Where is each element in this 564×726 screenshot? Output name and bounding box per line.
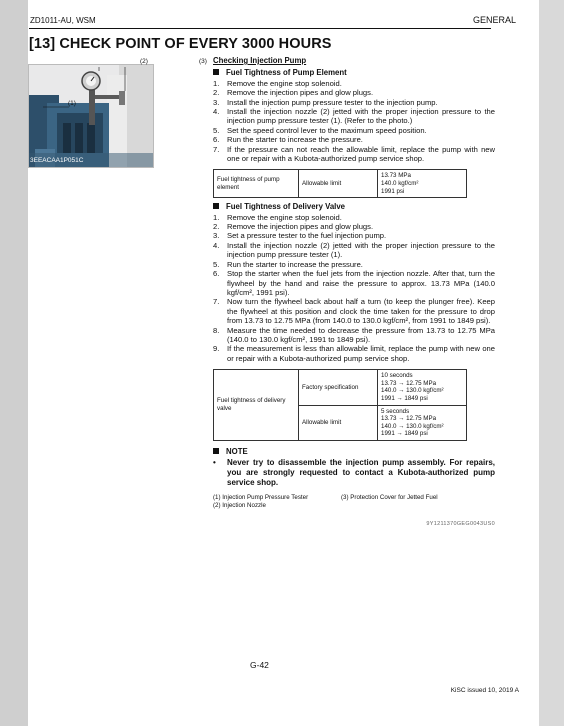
pump-element-heading: Fuel Tightness of Pump Element bbox=[213, 68, 495, 77]
header-model: ZD1011-AU, WSM bbox=[30, 16, 96, 25]
bullet-square-icon bbox=[213, 203, 219, 209]
pump-element-steps bbox=[213, 79, 495, 164]
step-item: 6. Stop the starter when the fuel jets from the injection nozzle. After that, turn the flywheel by the hand and raise the pressure to approx. 13.73 MPa (140.0 kgf/cm², 1991 psi). bbox=[213, 269, 495, 297]
spec-limit-label: Allowable limit bbox=[299, 405, 378, 440]
photo-caption: 3EEACAA1P051C bbox=[30, 157, 84, 164]
pump-element-spec-table bbox=[213, 169, 467, 198]
spec-item: Fuel tightness of pump element bbox=[214, 170, 299, 198]
section-title: Checking Injection Pump bbox=[213, 56, 307, 65]
step-item: 4. Install the injection nozzle (2) jetted with the proper injection pressure to the injection pump pressure tester (1). bbox=[213, 240, 495, 260]
spec-item: Fuel tightness of delivery valve bbox=[214, 370, 299, 441]
note-text: • Never try to disassemble the injection pump assembly. For repairs, you are strongly requested to contact a Kubota-authorized pump service shop. bbox=[213, 458, 495, 488]
photo-label-1: (1) bbox=[68, 100, 76, 107]
step-item: 9. If the measurement is less than allowable limit, replace the pump with new one or repair with a Kubota-authorized pump service shop. bbox=[213, 344, 495, 363]
photo-label-2: (2) bbox=[140, 58, 148, 65]
procedure-column bbox=[213, 56, 495, 530]
step-item: 1. Remove the engine stop solenoid. bbox=[213, 78, 342, 88]
step-item: 5. Run the starter to increase the pressure. bbox=[213, 259, 363, 269]
step-item: 6. Run the starter to increase the pressure. bbox=[213, 135, 363, 145]
step-item: 1. Remove the engine stop solenoid. bbox=[213, 212, 342, 222]
step-item: 8. Measure the time needed to decrease the pressure from 13.73 to 12.75 MPa (140.0 to 130.0 kgf/cm², 1991 to 1849 psi). bbox=[213, 325, 495, 344]
photo-label-3: (3) bbox=[199, 58, 207, 65]
delivery-valve-heading: Fuel Tightness of Delivery Valve bbox=[213, 202, 495, 211]
step-item: 7. Now turn the flywheel back about half a turn (to keep the plunger free). Keep the flywheel at this position and clock the time taken for the pressure to drop from 13.73 to 12.75 MPa (from 140.0 to 130.0 kgf/cm², from 1991 to 1849 psi). bbox=[213, 297, 495, 326]
engine-photo-illustration bbox=[29, 65, 153, 167]
step-item: 3. Install the injection pump pressure tester to the injection pump. bbox=[213, 97, 438, 107]
reference-legend bbox=[213, 494, 495, 510]
step-item: 4. Install the injection nozzle (2) jetted with the proper injection pressure to the injection pump pressure tester (1). (Refer to the photo.) bbox=[213, 107, 495, 126]
step-item: 7. If the pressure can not reach the allowable limit, replace the pump with new one or repair with a Kubota-authorized pump service shop. bbox=[213, 144, 495, 164]
page-title: [13] CHECK POINT OF EVERY 3000 HOURS bbox=[29, 36, 332, 52]
bullet-square-icon bbox=[213, 69, 219, 75]
injection-pump-photo bbox=[28, 64, 154, 168]
ref-1: (1) Injection Pump Pressure Tester bbox=[213, 494, 309, 502]
spec-factory-values: 10 seconds 13.73 → 12.75 MPa 140.0 → 130.0 kgf/cm² 1991 → 1849 psi bbox=[378, 370, 467, 405]
ref-2: (2) Injection Nozzle bbox=[213, 502, 266, 510]
delivery-valve-spec-table bbox=[213, 369, 467, 441]
viewer-scroll-gutter[interactable] bbox=[539, 0, 564, 726]
spec-limit-values: 13.73 MPa 140.0 kgf/cm² 1991 psi bbox=[378, 170, 467, 198]
page-number: G-42 bbox=[250, 660, 269, 670]
header-rule bbox=[29, 28, 491, 29]
spec-limit-label: Allowable limit bbox=[299, 170, 378, 198]
step-item: 5. Set the speed control lever to the maximum speed position. bbox=[213, 125, 427, 135]
note-heading: NOTE bbox=[213, 447, 495, 456]
step-item: 2. Remove the injection pipes and glow plugs. bbox=[213, 222, 374, 232]
bullet-square-icon bbox=[213, 448, 219, 454]
spec-limit-values: 5 seconds 13.73 → 12.75 MPa 140.0 → 130.0 kgf/cm² 1991 → 1849 psi bbox=[378, 405, 467, 440]
step-item: 3. Set a pressure tester to the fuel injection pump. bbox=[213, 231, 387, 241]
spec-factory-label: Factory specification bbox=[299, 370, 378, 405]
issued-date: KiSC issued 10, 2019 A bbox=[450, 687, 519, 694]
header-section: GENERAL bbox=[472, 15, 516, 25]
ref-3: (3) Protection Cover for Jetted Fuel bbox=[341, 494, 438, 502]
delivery-valve-steps bbox=[213, 213, 495, 364]
step-item: 2. Remove the injection pipes and glow plugs. bbox=[213, 88, 374, 98]
document-code: 9Y1211370GEG0043US0 bbox=[426, 521, 495, 528]
bullet-dot-icon: • bbox=[213, 458, 216, 468]
